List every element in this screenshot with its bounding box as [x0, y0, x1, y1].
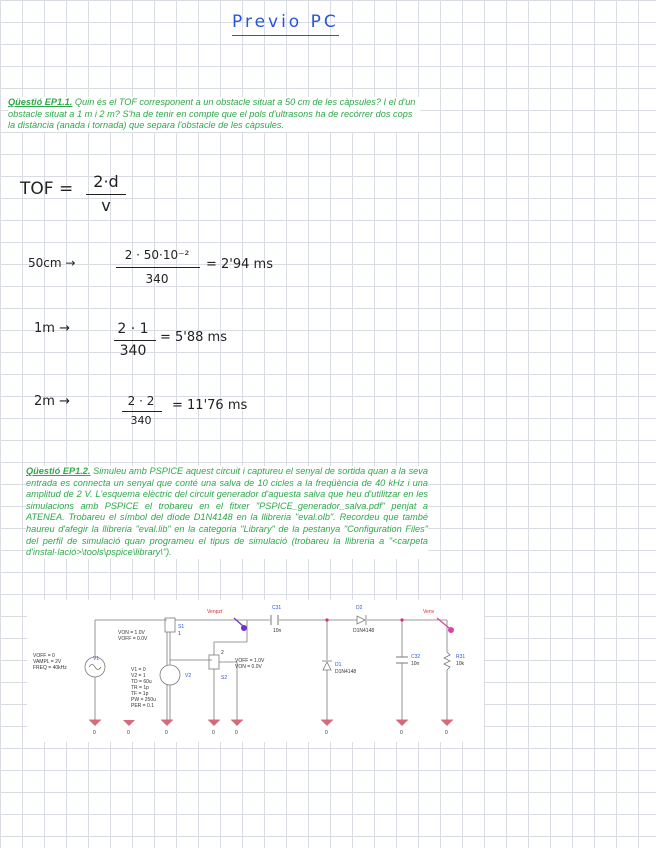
- d1-diode: [323, 662, 331, 670]
- d2-diode: [357, 616, 365, 624]
- v1-param: VAMPL = 2V: [33, 659, 62, 665]
- question-text: Quin és el TOF corresponent a un obstacle situat a 50 cm de les càpsules? I el d'un obstacle situat a 1 m i 2 m? S'ha de tenir en compte que el pols d'ultrasons ha de recórrer dos cops la distància (anada i tornada) que separa l'obstacle de les càpsules.: [8, 97, 416, 131]
- s1-param: VON = 1.0V: [118, 630, 145, 636]
- s2-pin-2: 2: [221, 650, 224, 656]
- v2-param: V2 = 1: [131, 673, 146, 679]
- v2-param: PER = 0.1: [131, 703, 154, 709]
- question-label: Qüestió EP1.2.: [26, 466, 91, 476]
- tof-formula-lhs: TOF =: [20, 179, 74, 199]
- v2-param: TD = 60u: [131, 679, 152, 685]
- ground-label: 0: [445, 730, 448, 736]
- d1-model: D1N4148: [335, 669, 357, 675]
- r31-resistor: [444, 652, 450, 670]
- ground-label: 0: [165, 730, 168, 736]
- row-1m-numerator: 2 · 1: [117, 321, 149, 337]
- v2-name: V2: [185, 673, 192, 679]
- row-50cm-result: = 2'94 ms: [206, 257, 273, 272]
- row-2m-lhs: 2m →: [34, 394, 70, 409]
- row-2m-result: = 11'76 ms: [172, 398, 248, 413]
- v2-param: V1 = 0: [131, 667, 146, 673]
- fraction-line: [122, 411, 162, 412]
- row-2m-denominator: 340: [130, 414, 152, 427]
- v1-name: V1: [93, 656, 100, 662]
- ground-label: 0: [212, 730, 215, 736]
- question-ep1-2: [26, 466, 428, 559]
- page-title: Previo PC: [232, 12, 339, 36]
- input-probe-icon: [241, 625, 247, 631]
- fraction-line: [116, 267, 200, 268]
- s2-param: VOFF = 1.0V: [235, 658, 265, 664]
- question-ep1-1: [8, 97, 420, 132]
- row-2m-numerator: 2 · 2: [127, 394, 155, 408]
- fraction-line: [114, 340, 156, 341]
- ground-label: 0: [235, 730, 238, 736]
- output-probe-icon: [448, 627, 454, 633]
- v1-param: FREQ = 40kHz: [33, 665, 67, 671]
- r31-value: 10k: [456, 661, 465, 667]
- tof-formula-numerator: 2·d: [93, 172, 119, 191]
- probe-out-label: Venv: [423, 609, 435, 615]
- question-text: Simuleu amb PSPICE aquest circuit i captureu el senyal de sortida quan a la seva entrada es connecta un senyal que conté una salva de 10 cicles a la freqüència de 40 kHz i una amplitud de 2 V. L'esquema elèctric del circuit generador d'aquesta salva que heu d'utilitzar en les simulacions amb PSPICE el trobareu en el fitxer "PSPICE_generador_salva.pdf" penjat a ATENEA. Trobareu el símbol del díode D1N4148 en la llibreria "eval.olb". Recordeu que també haureu d'afegir la llibreria "eval.lib" en la categoria "Library" de la pestanya "Configuration Files" del perfil de simulació quan programeu el tipus de simulació (trobareu la llibreria a "<carpeta d'instal·lació>\tools\pspice\library\").: [26, 466, 428, 558]
- v2-source-symbol: [160, 665, 180, 685]
- row-1m-denominator: 340: [119, 343, 147, 359]
- ground-label: 0: [127, 730, 130, 736]
- v2-param: PW = 250u: [131, 697, 156, 703]
- d2-model: D1N4148: [353, 628, 375, 634]
- row-50cm-numerator: 2 · 50·10⁻²: [124, 248, 190, 262]
- s2-name: S2: [221, 675, 228, 681]
- d2-name: D2: [356, 605, 363, 611]
- c31-name: C31: [272, 605, 282, 611]
- c32-value: 10n: [411, 661, 420, 667]
- ground-label: 0: [400, 730, 403, 736]
- row-1m-result: = 5'88 ms: [160, 330, 227, 345]
- s1-pin-1: 1: [178, 631, 181, 637]
- s1-name: S1: [178, 624, 185, 630]
- ground-label: 0: [93, 730, 96, 736]
- row-50cm-lhs: 50cm →: [28, 256, 76, 270]
- s1-param: VOFF = 0.0V: [118, 636, 148, 642]
- row-50cm-denominator: 340: [145, 272, 169, 286]
- v1-param: VOFF = 0: [33, 653, 55, 659]
- ground-label: 0: [325, 730, 328, 736]
- v2-param: TF = 1p: [131, 691, 149, 697]
- r31-name: R31: [456, 654, 466, 660]
- s2-param: VON = 0.0V: [235, 664, 262, 670]
- c31-value: 10n: [273, 628, 282, 634]
- probe-in-label: Venpzt: [207, 609, 223, 615]
- c32-name: C32: [411, 654, 421, 660]
- d1-name: D1: [335, 662, 342, 668]
- circuit-schematic: [27, 600, 484, 742]
- question-label: Qüestió EP1.1.: [8, 97, 73, 107]
- v2-param: TR = 1p: [131, 685, 149, 691]
- tof-formula-denominator: v: [101, 196, 111, 215]
- row-1m-lhs: 1m →: [34, 321, 70, 336]
